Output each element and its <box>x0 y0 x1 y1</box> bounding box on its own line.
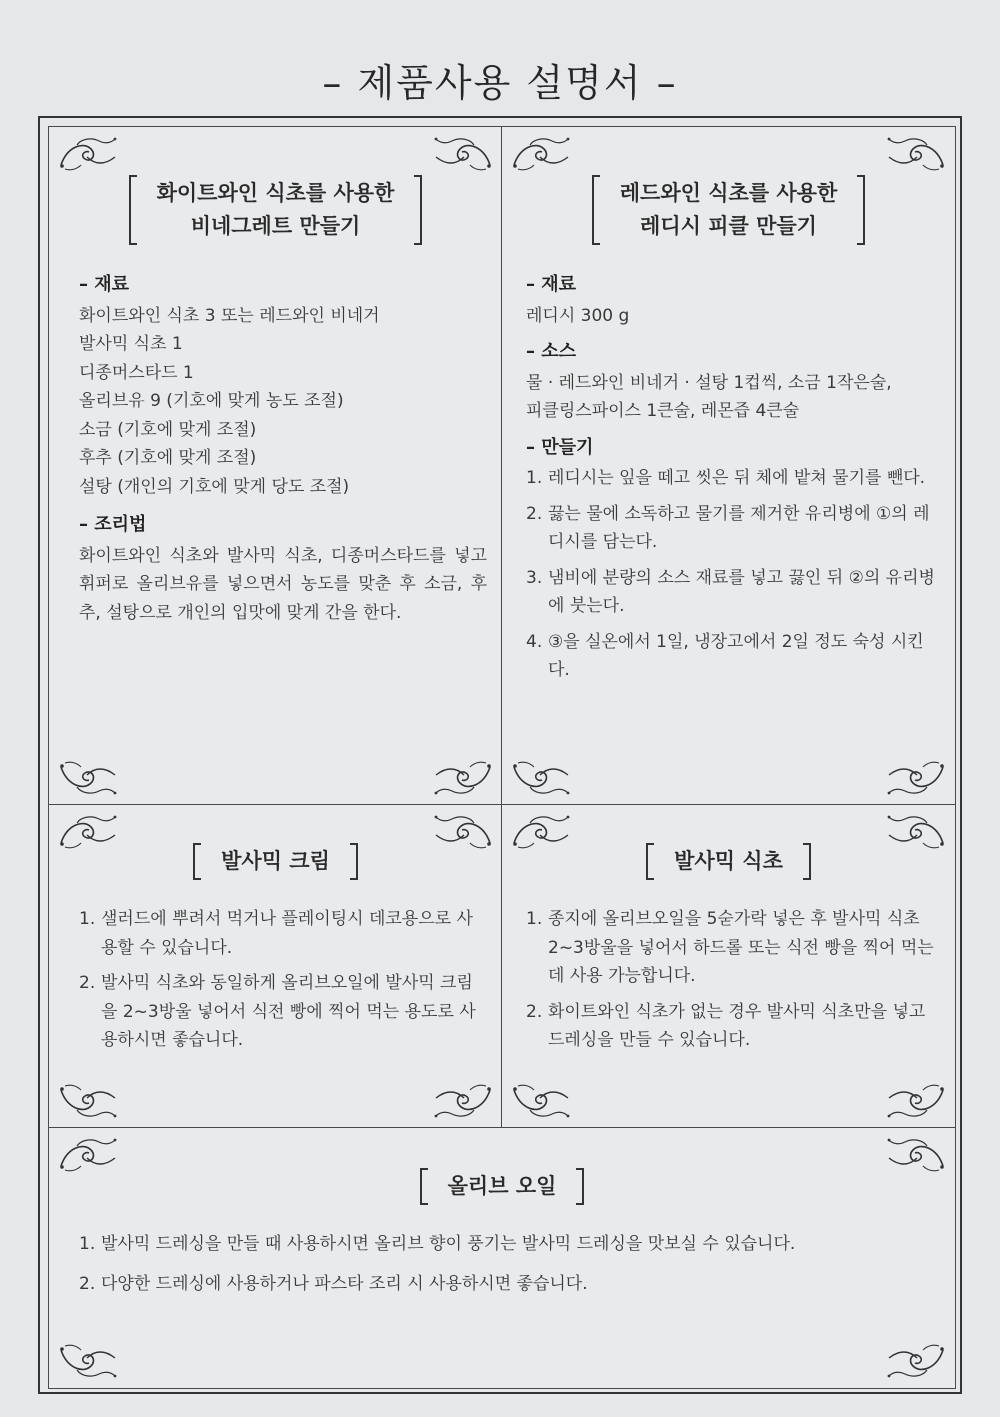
corner-flourish-icon <box>57 135 119 175</box>
list-item: 2. 다양한 드레싱에 사용하거나 파스타 조리 시 사용하시면 좋습니다. <box>79 1273 588 1294</box>
sauce-text: 물 · 레드와인 비네거 · 설탕 1컵씩, 소금 1작은술, <box>526 372 892 393</box>
ingredient-item: 설탕 (개인의 기호에 맞게 당도 조절) <box>79 476 350 497</box>
corner-flourish-icon <box>885 135 947 175</box>
corner-flourish-icon <box>432 1080 494 1120</box>
panel-title-line: 발사믹 식초 <box>674 849 783 873</box>
panel-title-line: 발사믹 크림 <box>221 849 330 873</box>
panel-title-line: 화이트와인 식초를 사용한 <box>156 181 395 205</box>
steps-list <box>79 905 484 1055</box>
ingredient-item: 소금 (기호에 맞게 조절) <box>79 419 257 440</box>
corner-flourish-icon <box>432 135 494 175</box>
panel-title-line: 올리브 오일 <box>447 1174 557 1198</box>
list-item: 4. ③을 실온에서 1일, 냉장고에서 2일 정도 숙성 시킨다. <box>526 631 924 680</box>
list-item: 1. 레디시는 잎을 떼고 씻은 뒤 체에 밭쳐 물기를 뺀다. <box>526 468 926 488</box>
ingredient-item: 후추 (기호에 맞게 조절) <box>79 448 257 468</box>
section-heading: – 재료 <box>526 274 577 295</box>
panel-balsamic-vinegar <box>501 804 956 1129</box>
ingredient-item: 디종머스타드 1 <box>79 362 194 383</box>
panel-title-line: 레디시 피클 만들기 <box>640 214 817 238</box>
corner-flourish-icon <box>885 1080 947 1120</box>
method-text: 화이트와인 식초와 발사믹 식초, 디종머스타드를 넣고 휘퍼로 올리브유를 넣으면서 농도를 맞춘 후 소금, 후추, 설탕으로 개인의 입맛에 맞게 간을 한다. <box>79 545 487 623</box>
panel-title <box>502 845 955 878</box>
corner-flourish-icon <box>885 757 947 797</box>
list-item: 2. 화이트와인 식초가 없는 경우 발사믹 식초만을 넣고 드레싱을 만들 수 있습니다. <box>526 1001 926 1050</box>
section-heading: – 조리법 <box>79 514 147 535</box>
panel-balsamic-cream <box>48 804 503 1129</box>
document-title: – 제품사용 설명서 – <box>322 61 678 105</box>
corner-flourish-icon <box>510 135 572 175</box>
ingredient-item: 레디시 300 g <box>526 305 630 326</box>
panel-title-line: 비네그레트 만들기 <box>190 214 361 238</box>
list-item: 2. 끓는 물에 소독하고 물기를 제거한 유리병에 ①의 레디시를 담는다. <box>526 503 930 552</box>
corner-flourish-icon <box>510 1080 572 1120</box>
panel-title <box>49 177 502 243</box>
list-item: 1. 발사믹 드레싱을 만들 때 사용하시면 올리브 향이 풍기는 발사믹 드레싱을 맛보실 수 있습니다. <box>79 1234 796 1254</box>
panel-olive-oil <box>48 1127 956 1389</box>
panel-title <box>49 845 502 878</box>
steps-list <box>526 905 936 1055</box>
section-heading: – 소스 <box>526 341 577 362</box>
corner-flourish-icon <box>57 1340 119 1380</box>
steps-list <box>79 1230 929 1298</box>
sauce-text: 피클링스파이스 1큰술, 레몬즙 4큰술 <box>526 401 800 421</box>
corner-flourish-icon <box>57 757 119 797</box>
steps-list <box>526 464 936 685</box>
section-heading: – 만들기 <box>526 436 594 458</box>
corner-flourish-icon <box>57 1080 119 1120</box>
list-item: 1. 종지에 올리브오일을 5숟가락 넣은 후 발사믹 식초 2~3방울을 넣어서 하드롤 또는 식전 빵을 찍어 먹는데 사용 가능합니다. <box>526 909 934 986</box>
ingredient-item: 화이트와인 식초 3 또는 레드와인 비네거 <box>79 305 380 326</box>
ingredient-item: 발사믹 식초 1 <box>79 334 183 354</box>
corner-flourish-icon <box>885 1340 947 1380</box>
panel-title <box>49 1170 955 1203</box>
corner-flourish-icon <box>510 757 572 797</box>
list-item: 1. 샐러드에 뿌려서 먹거나 플레이팅시 데코용으로 사용할 수 있습니다. <box>79 909 473 958</box>
list-item: 3. 냄비에 분량의 소스 재료를 넣고 끓인 뒤 ②의 유리병에 붓는다. <box>526 567 935 616</box>
outer-frame <box>38 116 962 1394</box>
panel-pickle <box>501 126 956 806</box>
section-heading: – 재료 <box>79 274 130 295</box>
panel-title-line: 레드와인 식초를 사용한 <box>619 181 838 205</box>
corner-flourish-icon <box>432 757 494 797</box>
list-item: 2. 발사믹 식초와 동일하게 올리브오일에 발사믹 크림을 2~3방울 넣어서 식전 빵에 찍어 먹는 용도로 사용하시면 좋습니다. <box>79 973 476 1050</box>
ingredient-item: 올리브유 9 (기호에 맞게 농도 조절) <box>79 391 344 411</box>
panel-title <box>502 177 955 243</box>
panel-vinaigrette <box>48 126 503 806</box>
